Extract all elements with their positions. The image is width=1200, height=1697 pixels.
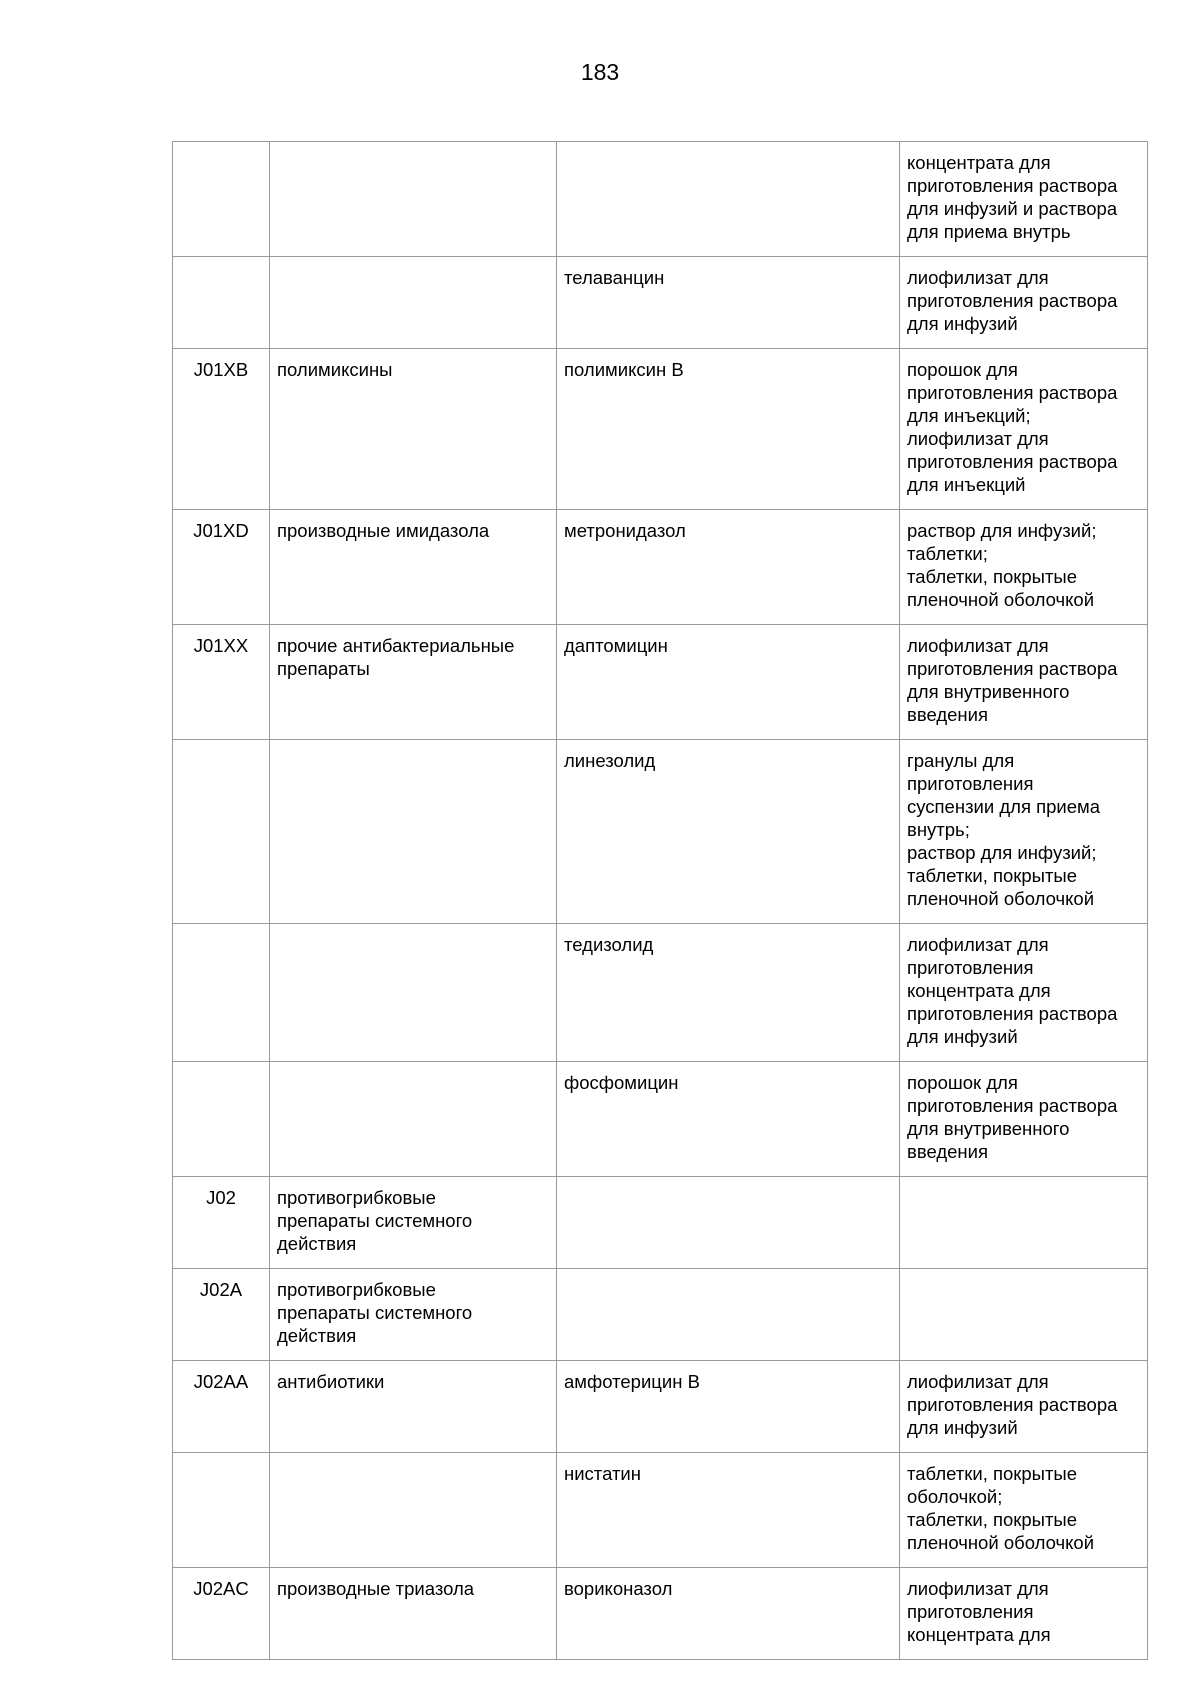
anatomical-group-cell	[270, 740, 557, 924]
table-row	[173, 1361, 1148, 1453]
drug-name-cell: телаванцин	[557, 257, 900, 349]
dosage-form-cell: таблетки, покрытые оболочкой; таблетки, покрытые пленочной оболочкой	[900, 1453, 1148, 1568]
dosage-form-cell: лиофилизат для приготовления концентрата для	[900, 1568, 1148, 1660]
drug-name-cell: линезолид	[557, 740, 900, 924]
anatomical-group-cell	[270, 924, 557, 1062]
anatomical-group-cell	[270, 142, 557, 257]
dosage-form-cell: лиофилизат для приготовления раствора для инфузий	[900, 257, 1148, 349]
atc-code-cell	[173, 924, 270, 1062]
drug-name-cell: амфотерицин B	[557, 1361, 900, 1453]
dosage-form-cell: гранулы для приготовления суспензии для приема внутрь; раствор для инфузий; таблетки, покрытые пленочной оболочкой	[900, 740, 1148, 924]
dosage-form-cell: раствор для инфузий; таблетки; таблетки, покрытые пленочной оболочкой	[900, 510, 1148, 625]
dosage-form-cell	[900, 1269, 1148, 1361]
anatomical-group-cell	[270, 1062, 557, 1177]
table-row	[173, 1062, 1148, 1177]
dosage-form-cell: лиофилизат для приготовления концентрата для приготовления раствора для инфузий	[900, 924, 1148, 1062]
table-row	[173, 1453, 1148, 1568]
table-row	[173, 1177, 1148, 1269]
dosage-form-cell: лиофилизат для приготовления раствора для инфузий	[900, 1361, 1148, 1453]
dosage-form-cell: порошок для приготовления раствора для внутривенного введения	[900, 1062, 1148, 1177]
anatomical-group-cell	[270, 1453, 557, 1568]
drug-name-cell: нистатин	[557, 1453, 900, 1568]
atc-code-cell	[173, 257, 270, 349]
atc-code-cell: J02A	[173, 1269, 270, 1361]
anatomical-group-cell: прочие антибактериальные препараты	[270, 625, 557, 740]
table-row	[173, 1269, 1148, 1361]
anatomical-group-cell: антибиотики	[270, 1361, 557, 1453]
page-number: 183	[580, 59, 620, 85]
table-row	[173, 625, 1148, 740]
anatomical-group-cell: производные триазола	[270, 1568, 557, 1660]
dosage-form-cell: концентрата для приготовления раствора для инфузий и раствора для приема внутрь	[900, 142, 1148, 257]
anatomical-group-cell: полимиксины	[270, 349, 557, 510]
table-row	[173, 924, 1148, 1062]
drug-name-cell	[557, 1177, 900, 1269]
drug-name-cell: даптомицин	[557, 625, 900, 740]
atc-code-cell: J01XB	[173, 349, 270, 510]
table-row	[173, 1568, 1148, 1660]
drug-name-cell	[557, 1269, 900, 1361]
table-row	[173, 142, 1148, 257]
anatomical-group-cell	[270, 257, 557, 349]
atc-code-cell	[173, 142, 270, 257]
table-row	[173, 349, 1148, 510]
dosage-form-cell: порошок для приготовления раствора для инъекций; лиофилизат для приготовления раствора для инъекций	[900, 349, 1148, 510]
table-row	[173, 257, 1148, 349]
table-row	[173, 510, 1148, 625]
atc-code-cell: J01XD	[173, 510, 270, 625]
atc-code-cell: J01XX	[173, 625, 270, 740]
anatomical-group-cell: противогрибковые препараты системного действия	[270, 1269, 557, 1361]
anatomical-group-cell: противогрибковые препараты системного действия	[270, 1177, 557, 1269]
atc-code-cell	[173, 740, 270, 924]
atc-code-cell: J02AA	[173, 1361, 270, 1453]
drug-name-cell: метронидазол	[557, 510, 900, 625]
dosage-form-cell: лиофилизат для приготовления раствора для внутривенного введения	[900, 625, 1148, 740]
drug-name-cell	[557, 142, 900, 257]
anatomical-group-cell: производные имидазола	[270, 510, 557, 625]
atc-code-cell: J02	[173, 1177, 270, 1269]
medication-table	[172, 141, 1148, 1660]
drug-name-cell: фосфомицин	[557, 1062, 900, 1177]
dosage-form-cell	[900, 1177, 1148, 1269]
drug-name-cell: вориконазол	[557, 1568, 900, 1660]
drug-name-cell: тедизолид	[557, 924, 900, 1062]
atc-code-cell	[173, 1453, 270, 1568]
atc-code-cell	[173, 1062, 270, 1177]
drug-name-cell: полимиксин B	[557, 349, 900, 510]
atc-code-cell: J02AC	[173, 1568, 270, 1660]
table-row	[173, 740, 1148, 924]
